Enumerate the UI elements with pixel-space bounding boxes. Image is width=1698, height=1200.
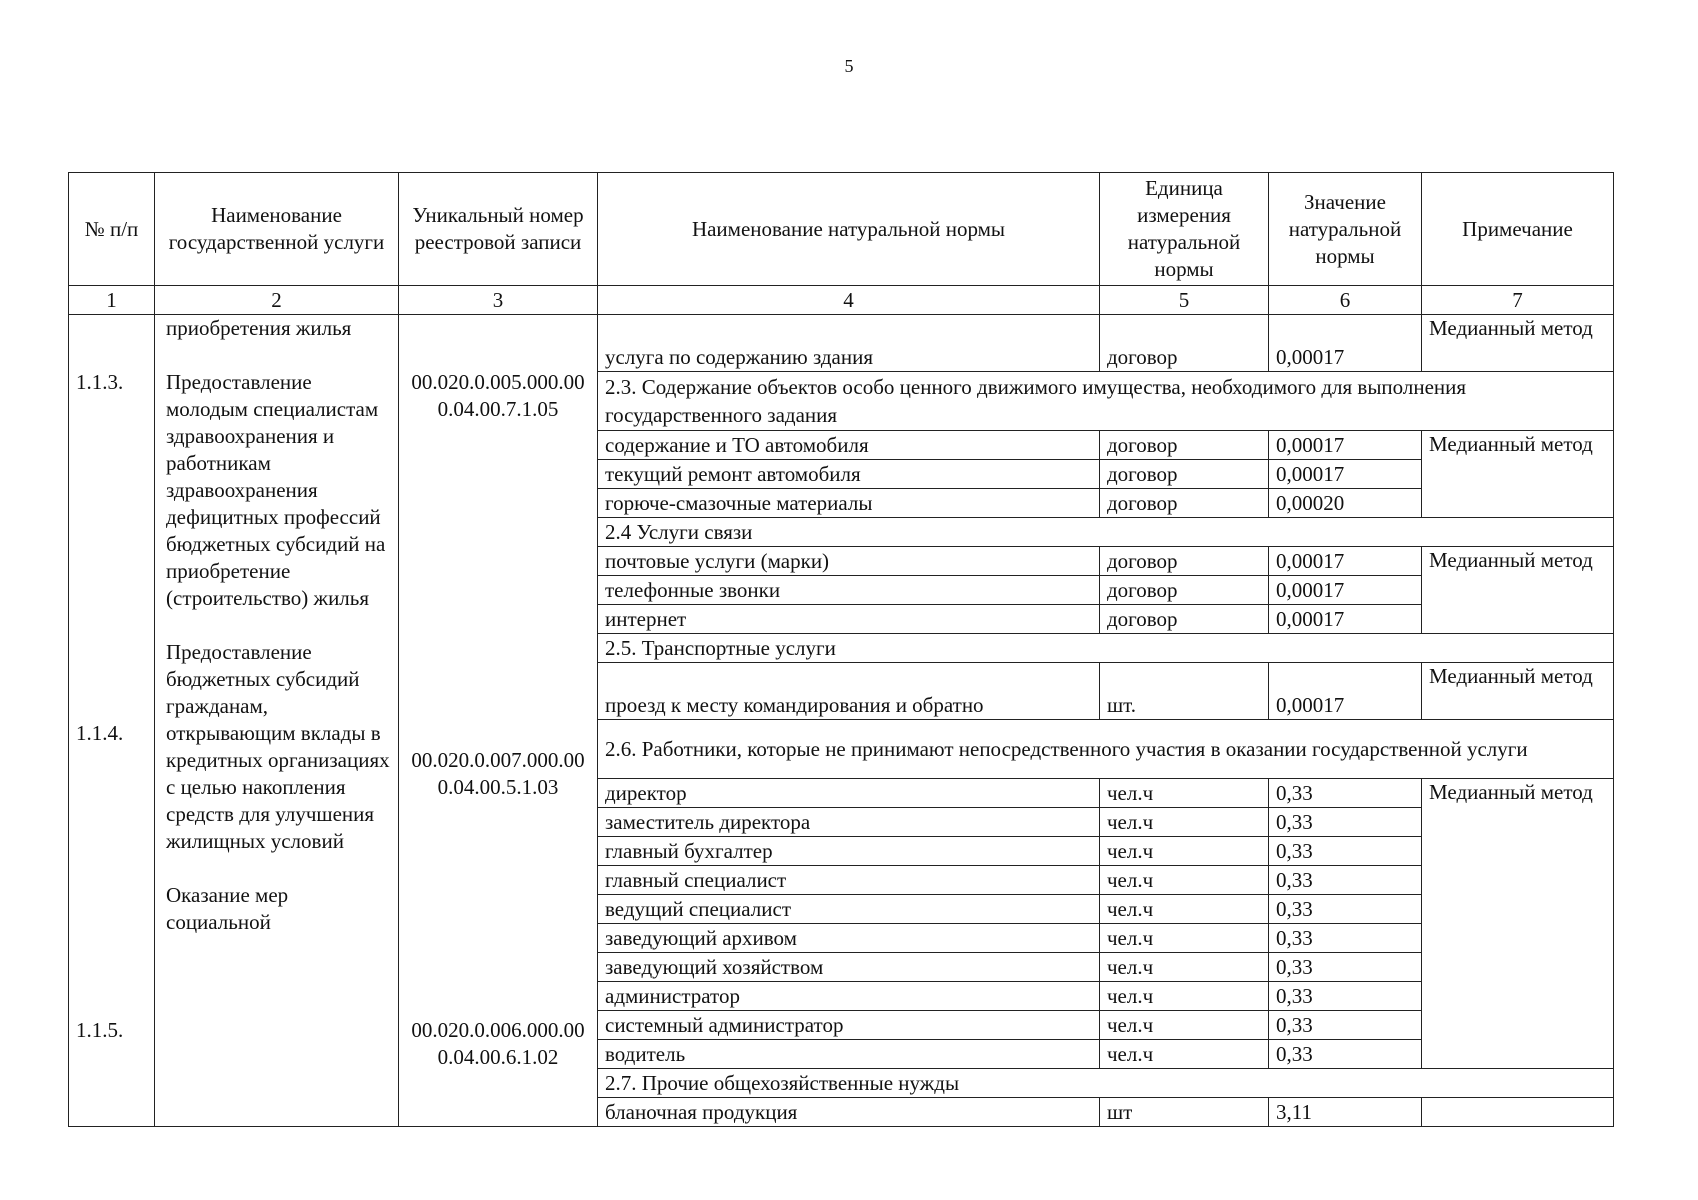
norm-unit: договор	[1100, 547, 1269, 576]
norm-value: 0,33	[1269, 895, 1422, 924]
service-name: Предоставление бюджетных субсидий гражданам, открывающим вклады в кредитных организациях с целью накопления средств для улучшения жилищных условий	[166, 640, 390, 853]
norm-value: 0,00017	[1269, 315, 1422, 372]
norm-name: системный администратор	[598, 1011, 1100, 1040]
norm-value: 0,33	[1269, 982, 1422, 1011]
natural-norms-table	[68, 172, 1614, 1127]
norm-name: главный специалист	[598, 866, 1100, 895]
service-number-cell	[69, 315, 155, 1127]
norm-unit: чел.ч	[1100, 924, 1269, 953]
service-name-cell	[155, 315, 399, 1127]
header-note: Примечание	[1422, 173, 1614, 286]
norm-value: 0,00017	[1269, 460, 1422, 489]
norm-note	[1422, 1098, 1614, 1127]
norm-name: администратор	[598, 982, 1100, 1011]
norm-unit: чел.ч	[1100, 982, 1269, 1011]
norm-name: водитель	[598, 1040, 1100, 1069]
norm-note: Медианный метод	[1422, 547, 1614, 634]
norm-name: горюче-смазочные материалы	[598, 489, 1100, 518]
column-number: 5	[1100, 286, 1269, 315]
registry-code: 00.020.0.007.000.000.04.00.5.1.03	[411, 748, 585, 799]
section-title: 2.4 Услуги связи	[598, 518, 1614, 547]
norm-value: 0,33	[1269, 1040, 1422, 1069]
norm-name: заведующий хозяйством	[598, 953, 1100, 982]
column-number: 3	[399, 286, 598, 315]
service-number: 1.1.5.	[76, 1018, 124, 1042]
section-title: 2.7. Прочие общехозяйственные нужды	[598, 1069, 1614, 1098]
norm-value: 0,33	[1269, 866, 1422, 895]
header-unit: Единица измерения натуральной нормы	[1100, 173, 1269, 286]
norm-name: заместитель директора	[598, 808, 1100, 837]
norm-name: директор	[598, 779, 1100, 808]
norm-unit: договор	[1100, 489, 1269, 518]
norm-unit: чел.ч	[1100, 808, 1269, 837]
header-service: Наименование государственной услуги	[155, 173, 399, 286]
registry-code: 00.020.0.006.000.000.04.00.6.1.02	[411, 1018, 585, 1069]
norm-name: телефонные звонки	[598, 576, 1100, 605]
norm-unit: договор	[1100, 576, 1269, 605]
page-number: 5	[844, 56, 854, 76]
norm-value: 0,33	[1269, 808, 1422, 837]
column-number: 1	[69, 286, 155, 315]
norm-name: текущий ремонт автомобиля	[598, 460, 1100, 489]
norm-unit: чел.ч	[1100, 895, 1269, 924]
norm-value: 0,33	[1269, 779, 1422, 808]
norm-note: Медианный метод	[1422, 431, 1614, 518]
norm-unit: чел.ч	[1100, 837, 1269, 866]
header-row	[69, 173, 1614, 286]
service-name: Оказание мер социальной	[166, 883, 289, 934]
section-title: 2.5. Транспортные услуги	[598, 634, 1614, 663]
norm-name: интернет	[598, 605, 1100, 634]
norm-name: услуга по содержанию здания	[598, 315, 1100, 372]
norm-unit: договор	[1100, 605, 1269, 634]
registry-code: 00.020.0.005.000.000.04.00.7.1.05	[411, 370, 585, 421]
norm-value: 0,00020	[1269, 489, 1422, 518]
norm-unit: договор	[1100, 315, 1269, 372]
norm-unit: договор	[1100, 460, 1269, 489]
norm-name: почтовые услуги (марки)	[598, 547, 1100, 576]
service-name: Предоставление молодым специалистам здравоохранения и работникам здравоохранения дефицитных профессий бюджетных субсидий на приобретение (строительство) жилья	[166, 370, 386, 610]
norm-value: 0,33	[1269, 837, 1422, 866]
column-number: 7	[1422, 286, 1614, 315]
norm-note: Медианный метод	[1422, 315, 1614, 372]
service-number: 1.1.4.	[76, 721, 124, 745]
norm-unit: чел.ч	[1100, 1011, 1269, 1040]
norm-name: бланочная продукция	[598, 1098, 1100, 1127]
norm-unit: чел.ч	[1100, 779, 1269, 808]
header-registry: Уникальный номер реестровой записи	[399, 173, 598, 286]
service-number: 1.1.3.	[76, 370, 124, 394]
norm-unit: договор	[1100, 431, 1269, 460]
norm-unit: чел.ч	[1100, 866, 1269, 895]
header-value: Значение натуральной нормы	[1269, 173, 1422, 286]
norm-note: Медианный метод	[1422, 779, 1614, 1069]
service-name: приобретения жилья	[166, 316, 352, 340]
column-number: 2	[155, 286, 399, 315]
norm-value: 0,00017	[1269, 431, 1422, 460]
norm-value: 0,00017	[1269, 547, 1422, 576]
norm-value: 3,11	[1269, 1098, 1422, 1127]
norm-name: ведущий специалист	[598, 895, 1100, 924]
section-title: 2.6. Работники, которые не принимают непосредственного участия в оказании государственной услуги	[598, 720, 1614, 779]
norm-name: заведующий архивом	[598, 924, 1100, 953]
column-number: 6	[1269, 286, 1422, 315]
norm-value: 0,33	[1269, 1011, 1422, 1040]
norm-name: содержание и ТО автомобиля	[598, 431, 1100, 460]
table-row	[69, 315, 1614, 372]
norm-unit: шт.	[1100, 663, 1269, 720]
registry-code-cell	[399, 315, 598, 1127]
column-number-row	[69, 286, 1614, 315]
norm-note: Медианный метод	[1422, 663, 1614, 720]
norm-value: 0,00017	[1269, 605, 1422, 634]
section-title: 2.3. Содержание объектов особо ценного движимого имущества, необходимого для выполнения государственного задания	[598, 372, 1614, 431]
norm-value: 0,33	[1269, 924, 1422, 953]
norm-value: 0,00017	[1269, 576, 1422, 605]
header-norm-name: Наименование натуральной нормы	[598, 173, 1100, 286]
norm-value: 0,00017	[1269, 663, 1422, 720]
norm-name: проезд к месту командирования и обратно	[598, 663, 1100, 720]
norm-name: главный бухгалтер	[598, 837, 1100, 866]
column-number: 4	[598, 286, 1100, 315]
norm-unit: чел.ч	[1100, 953, 1269, 982]
header-num: № п/п	[69, 173, 155, 286]
norm-value: 0,33	[1269, 953, 1422, 982]
norm-unit: шт	[1100, 1098, 1269, 1127]
norm-unit: чел.ч	[1100, 1040, 1269, 1069]
